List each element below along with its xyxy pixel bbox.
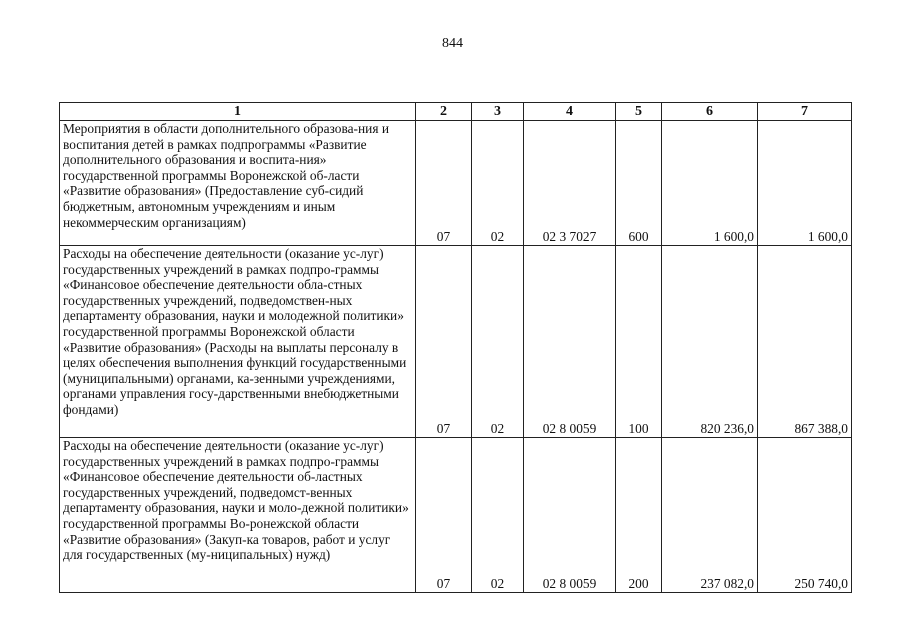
expense-type-code: 200 (616, 438, 662, 593)
column-header: 3 (472, 103, 524, 121)
subsection-code: 02 (472, 246, 524, 438)
amount-column-6: 820 236,0 (662, 246, 758, 438)
column-header: 2 (416, 103, 472, 121)
column-header: 5 (616, 103, 662, 121)
amount-column-6: 1 600,0 (662, 121, 758, 246)
target-article-code: 02 8 0059 (524, 246, 616, 438)
row-description: Расходы на обеспечение деятельности (оказание ус-луг) государственных учреждений в рамках подпро-граммы «Финансовое обеспечение деятельности обла-стных государственных учреждений, подведомствен-ных департаменту образования, науки и молодежной политики» государственной программы Воронежской области «Развитие образования» (Расходы на выплаты персоналу в целях обеспечения выполнения функций государственными (муниципальными) органами, ка-зенными учреждениями, органами управления госу-дарственными внебюджетными фондами) (60, 246, 416, 438)
section-code: 07 (416, 438, 472, 593)
section-code: 07 (416, 121, 472, 246)
column-header: 4 (524, 103, 616, 121)
page-number: 844 (442, 36, 463, 51)
table-row (60, 438, 852, 593)
target-article-code: 02 8 0059 (524, 438, 616, 593)
row-description: Мероприятия в области дополнительного образова-ния и воспитания детей в рамках подпрограммы «Развитие дополнительного образования и воспита-ния» государственной программы Воронежской об-ласти «Развитие образования» (Предоставление суб-сидий бюджетным, автономным учреждениям и иным некоммерческим организациям) (60, 121, 416, 246)
amount-column-6: 237 082,0 (662, 438, 758, 593)
row-description: Расходы на обеспечение деятельности (оказание ус-луг) государственных учреждений в рамках подпро-граммы «Финансовое обеспечение деятельности об-ластных государственных учреждений, подведомст-венных департаменту образования, науки и моло-дежной политики» государственной программы Во-ронежской области «Развитие образования» (Закуп-ка товаров, работ и услуг для государственных (му-ниципальных) нужд) (60, 438, 416, 593)
section-code: 07 (416, 246, 472, 438)
expense-type-code: 600 (616, 121, 662, 246)
subsection-code: 02 (472, 121, 524, 246)
amount-column-7: 1 600,0 (758, 121, 852, 246)
column-header: 1 (60, 103, 416, 121)
expense-type-code: 100 (616, 246, 662, 438)
table-header-row (60, 103, 852, 121)
amount-column-7: 250 740,0 (758, 438, 852, 593)
table-row (60, 121, 852, 246)
budget-table (59, 102, 852, 593)
amount-column-7: 867 388,0 (758, 246, 852, 438)
column-header: 7 (758, 103, 852, 121)
column-header: 6 (662, 103, 758, 121)
table-row (60, 246, 852, 438)
target-article-code: 02 3 7027 (524, 121, 616, 246)
subsection-code: 02 (472, 438, 524, 593)
